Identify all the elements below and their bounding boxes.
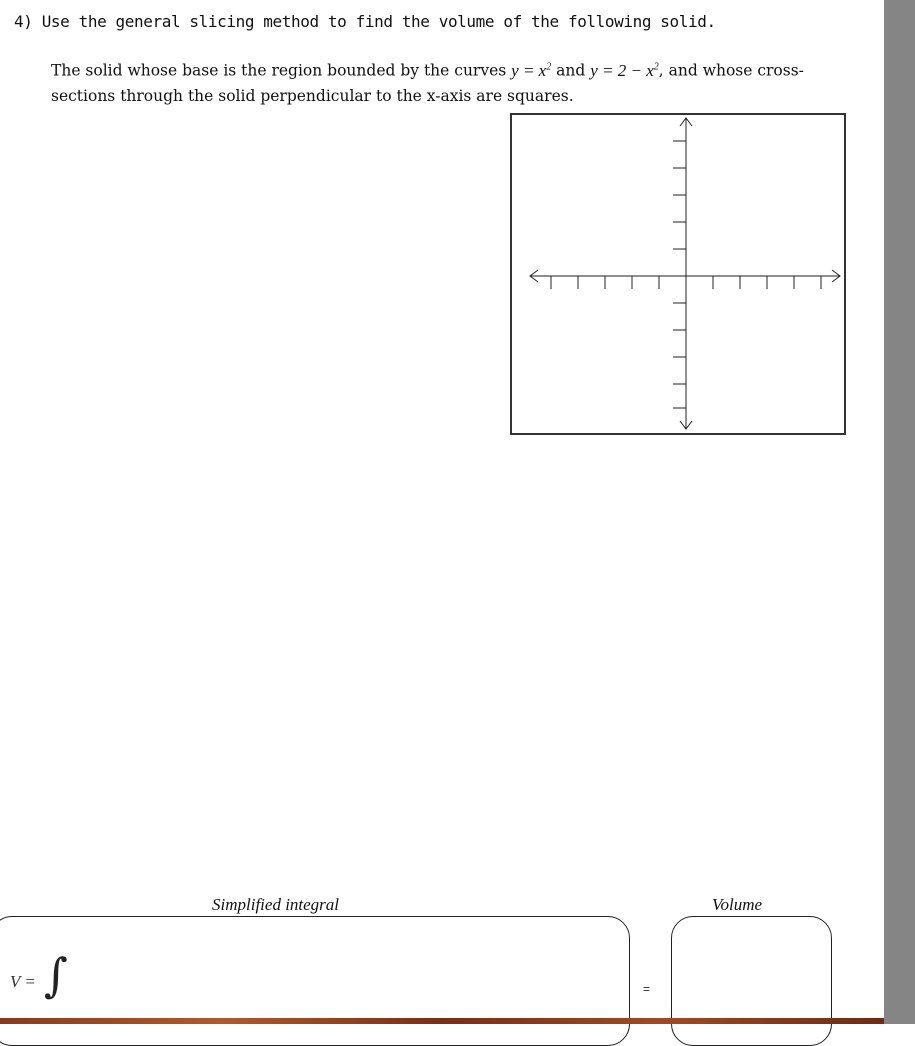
coordinate-axes	[512, 115, 844, 433]
volume-answer-box[interactable]	[671, 916, 832, 1046]
volume-label: Volume	[712, 895, 763, 914]
equals-sign: =	[643, 982, 651, 996]
viewer-side-panel	[884, 0, 915, 1024]
curve-2: $y = 2 - x^2$	[590, 60, 659, 80]
simplified-integral-label: Simplified integral	[212, 895, 340, 914]
problem-text-2: , and whose cross-sections through the solid perpendicular to the x-axis are squares.	[51, 61, 804, 105]
v-equals: V =	[10, 972, 36, 991]
integral-sign: ∫	[44, 948, 68, 1002]
coordinate-grid-box	[510, 113, 846, 435]
problem-text-1: The solid whose base is the region bounded by the curves	[51, 61, 512, 80]
question-title: 4) Use the general slicing method to find the volume of the following solid.	[14, 12, 716, 31]
problem-statement	[51, 54, 811, 109]
curve-1: $y = x^2$	[511, 60, 552, 80]
y-ticks	[673, 141, 686, 408]
integral-answer-box[interactable]	[0, 916, 630, 1046]
bottom-decorative-bar	[0, 1018, 884, 1024]
problem-text-and: and	[551, 61, 591, 80]
